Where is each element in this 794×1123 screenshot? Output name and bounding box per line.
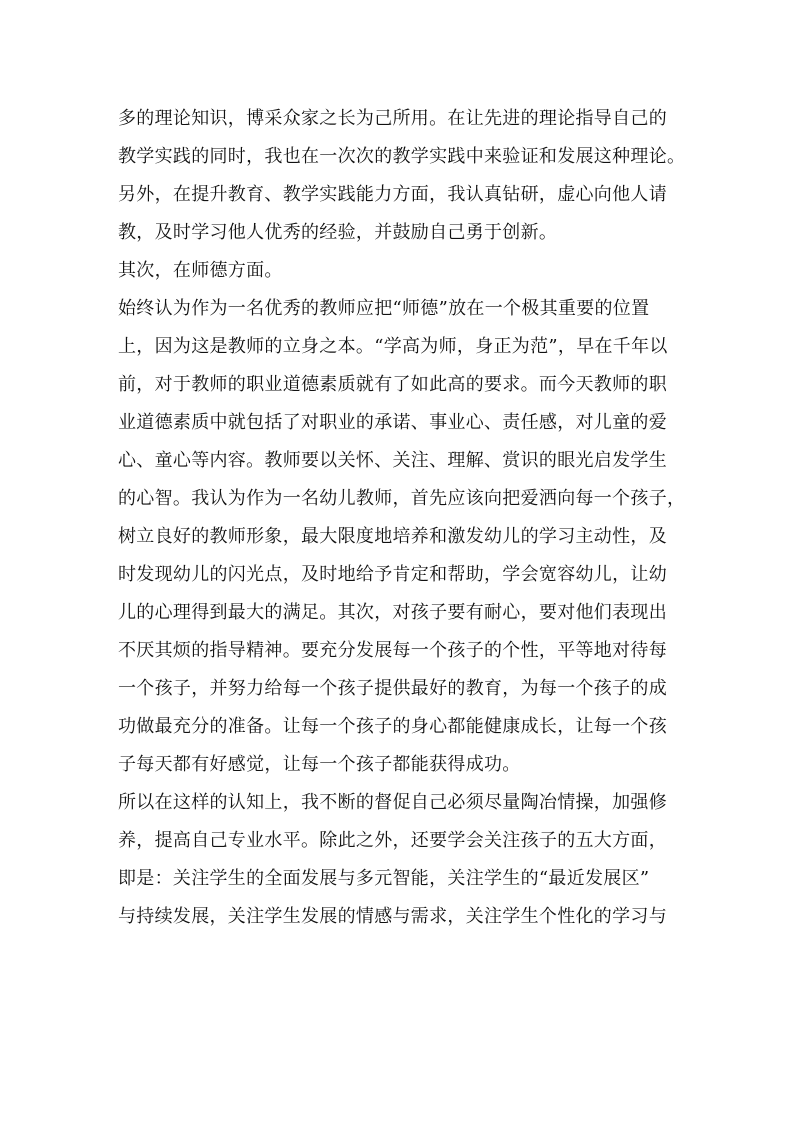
text-line: 另外，在提升教育、教学实践能力方面，我认真钻研，虚心向他人请 xyxy=(118,184,667,205)
text-line: 即是：关注学生的全面发展与多元智能，关注学生的“最近发展区” xyxy=(118,868,650,889)
text-line: 功做最充分的准备。让每一个孩子的身心都能健康成长，让每一个孩 xyxy=(118,716,667,737)
text-line: 的心智。我认为作为一名幼儿教师，首先应该向把爱洒向每一个孩子， xyxy=(118,488,686,509)
text-line: 上，因为这是教师的立身之本。“学高为师，身正为范”，早在千年以 xyxy=(118,336,668,357)
text-line: 与持续发展，关注学生发展的情感与需求，关注学生个性化的学习与 xyxy=(118,906,667,927)
text-line: 教学实践的同时，我也在一次次的教学实践中来验证和发展这种理论。 xyxy=(118,146,686,167)
text-line: 养，提高自己专业水平。除此之外，还要学会关注孩子的五大方面， xyxy=(118,830,667,851)
text-line: 时发现幼儿的闪光点，及时地给予肯定和帮助，学会宽容幼儿，让幼 xyxy=(118,564,667,585)
text-line: 所以在这样的认知上，我不断的督促自己必须尽量陶冶情操，加强修 xyxy=(118,792,667,813)
text-line: 树立良好的教师形象，最大限度地培养和激发幼儿的学习主动性，及 xyxy=(118,526,667,547)
text-line: 业道德素质中就包括了对职业的承诺、事业心、责任感，对儿童的爱 xyxy=(118,412,667,433)
body-text xyxy=(118,100,686,936)
text-line: 不厌其烦的指导精神。要充分发展每一个孩子的个性，平等地对待每 xyxy=(118,640,667,661)
text-line: 子每天都有好感觉，让每一个孩子都能获得成功。 xyxy=(118,754,521,775)
text-line: 多的理论知识，博采众家之长为己所用。在让先进的理论指导自己的 xyxy=(118,108,667,129)
text-line: 始终认为作为一名优秀的教师应把“师德”放在一个极其重要的位置 xyxy=(118,298,650,319)
text-line: 儿的心理得到最大的满足。其次，对孩子要有耐心，要对他们表现出 xyxy=(118,602,667,623)
text-line: 一个孩子，并努力给每一个孩子提供最好的教育，为每一个孩子的成 xyxy=(118,678,667,699)
text-line: 其次，在师德方面。 xyxy=(118,260,283,281)
text-line: 心、童心等内容。教师要以关怀、关注、理解、赏识的眼光启发学生 xyxy=(118,450,667,471)
text-line: 教，及时学习他人优秀的经验，并鼓励自己勇于创新。 xyxy=(118,222,558,243)
text-line: 前，对于教师的职业道德素质就有了如此高的要求。而今天教师的职 xyxy=(118,374,667,395)
